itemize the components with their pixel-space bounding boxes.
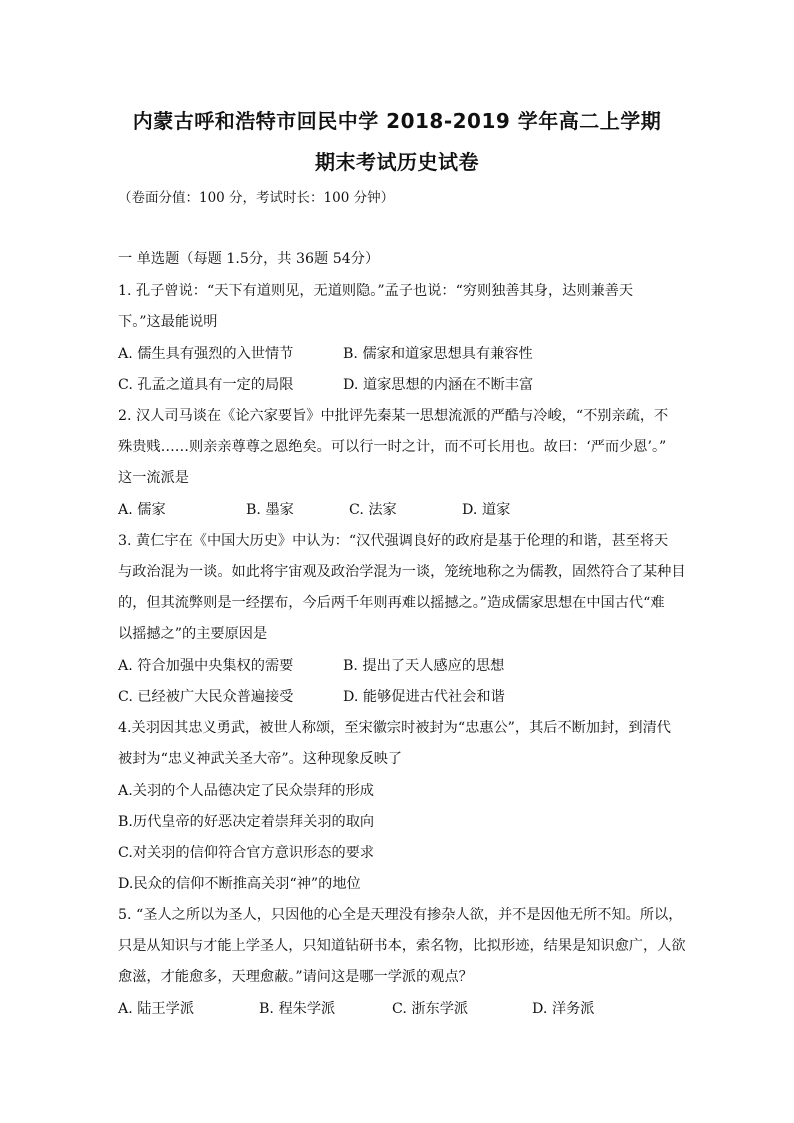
question-3-option-a: A. 符合加强中央集权的需要 [118,658,294,674]
question-5-option-c: C. 浙东学派 [392,1001,469,1017]
question-1-text: 1. 孔子曾说：“天下有道则见，无道则隐。”孟子也说：“穷则独善其身，达则兼善天 [118,283,634,299]
question-3-text-cont2: 的，但其流弊则是一经摆布，今后两千年则再难以摇撼之。”造成儒家思想在中国古代“难 [118,595,665,611]
question-4-option-a: A.关羽的个人品德决定了民众崇拜的形成 [118,783,374,799]
question-1-option-a: A. 儒生具有强烈的入世情节 [118,346,294,362]
question-3-text: 3. 黄仁宇在《中国大历史》中认为：“汉代强调良好的政府是基于伦理的和谐，甚至将天 [118,533,669,549]
question-1-option-d: D. 道家思想的内涵在不断丰富 [343,377,534,393]
question-2-option-b: B. 墨家 [246,502,294,518]
question-3-text-cont3: 以摇撼之”的主要原因是 [118,626,268,642]
question-2-text-cont: 殊贵贱……则亲亲尊尊之恩绝矣。可以行一时之计，而不可长用也。故曰：‘严而少恩’。” [118,439,667,455]
question-4-text-cont: 被封为“忠义神武关圣大帝”。这种现象反映了 [118,751,403,767]
question-1-text-cont: 下。”这最能说明 [118,314,218,330]
question-5-text-cont2: 愈滋，才能愈多，天理愈蔽。”请问这是哪一学派的观点？ [118,969,473,985]
question-1-option-c: C. 孔孟之道具有一定的局限 [118,377,294,393]
question-4-option-d: D.民众的信仰不断推高关羽“神”的地位 [118,876,361,892]
question-3-option-c: C. 已经被广大民众普遍接受 [118,689,294,705]
exam-title: 内蒙古呼和浩特市回民中学 2018-2019 学年高二上学期 [132,109,662,133]
question-2-option-c: C. 法家 [349,502,397,518]
question-2-option-d: D. 道家 [462,502,511,518]
exam-info: （卷面分值：100 分，考试时长：100 分钟） [118,190,395,206]
question-5-option-d: D. 洋务派 [532,1001,595,1017]
question-4-option-c: C.对关羽的信仰符合官方意识形态的要求 [118,845,375,861]
question-2-text-cont2: 这一流派是 [118,470,189,486]
question-3-option-d: D. 能够促进古代社会和谐 [343,689,505,705]
question-3-text-cont: 与政治混为一谈。如此将宇宙观及政治学混为一谈，笼统地称之为儒教，固然符合了某种目 [118,564,686,580]
question-3-option-b: B. 提出了天人感应的思想 [343,658,505,674]
question-4-option-b: B.历代皇帝的好恶决定着崇拜关羽的取向 [118,814,375,830]
section-heading: 一 单选题（每题 1.5分，共 36题 54分） [118,251,380,267]
question-5-option-a: A. 陆王学派 [118,1001,195,1017]
question-5-option-b: B. 程朱学派 [259,1001,336,1017]
question-2-option-a: A. 儒家 [118,502,166,518]
question-5-text-cont: 只是从知识与才能上学圣人，只知道钻研书本，索名物，比拟形迹，结果是知识愈广，人欲 [118,938,686,954]
question-2-text: 2. 汉人司马谈在《论六家要旨》中批评先秦某一思想流派的严酷与冷峻，“不别亲疏，不 [118,408,669,424]
exam-subject-title: 期末考试历史试卷 [315,150,479,174]
question-1-option-b: B. 儒家和道家思想具有兼容性 [343,346,533,362]
question-4-text: 4.关羽因其忠义勇武，被世人称颂，至宋徽宗时被封为“忠惠公”，其后不断加封，到清代 [118,720,671,736]
question-5-text: 5. “圣人之所以为圣人，只因他的心全是天理没有掺杂人欲，并不是因他无所不知。所以， [118,907,683,923]
